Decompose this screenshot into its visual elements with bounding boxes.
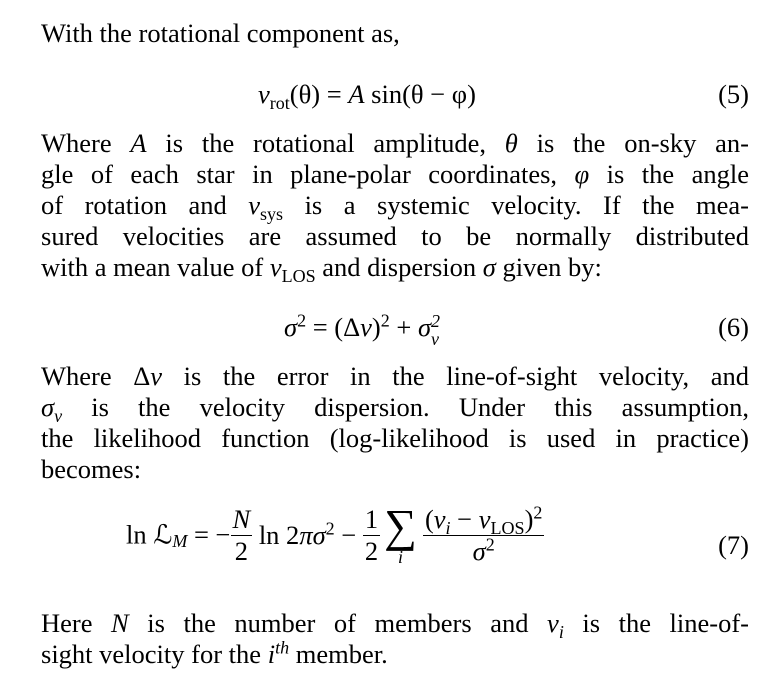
math-1: 1 (364, 504, 379, 535)
math-plus: + (389, 312, 418, 342)
paragraph-2-line-5 (41, 252, 749, 286)
text: Where (41, 128, 131, 158)
math-N: N (111, 608, 129, 638)
equation-6 (284, 307, 440, 348)
text: is the number of members and (128, 608, 548, 638)
math-v: v (258, 79, 270, 109)
text: is the on-sky an- (517, 128, 749, 158)
equation-number-7: (7) (718, 530, 749, 560)
math-sub-los: LOS (281, 265, 316, 286)
math-sub-sys: sys (260, 203, 284, 224)
math-sub-rot: rot (269, 92, 290, 113)
math-v: v (360, 312, 372, 342)
text: With the rotational component as, (41, 18, 400, 48)
paragraph-2-line-3 (41, 190, 749, 224)
math-2: 2 (231, 535, 253, 566)
math-sub-M: M (172, 530, 188, 551)
text: gle of each star in plane-polar coordinates, (41, 159, 575, 189)
math-minus: − (334, 519, 363, 550)
text: is the angle (589, 159, 750, 189)
text: sured velocities are assumed to be normally distributed (41, 221, 749, 251)
fraction-residual-over-sigma (423, 504, 544, 566)
math-sub-sup-stack (431, 312, 440, 348)
math-ln-2: ln 2 (252, 519, 300, 550)
math-sigma: σ (41, 392, 55, 422)
math-v: v (547, 608, 559, 638)
math-sup-2: 2 (380, 310, 390, 331)
math-sup-2: 2 (297, 310, 307, 331)
text: Here (41, 608, 112, 638)
math-sup-th: th (275, 637, 290, 658)
equation-7 (126, 500, 544, 567)
math-sup-2: 2 (431, 310, 441, 331)
summation (384, 500, 417, 567)
paragraph-2-line-1 (41, 128, 749, 159)
math-sin-arg: (θ − φ) (402, 79, 476, 109)
math-sigma: σ (482, 252, 496, 282)
math-theta: θ (504, 128, 518, 158)
math-equals-minus: = − (187, 519, 231, 550)
math-paren: ( (424, 504, 434, 535)
text: is the velocity dispersion. Under this assumption, (62, 392, 749, 422)
math-2: 2 (364, 535, 379, 566)
math-sub-i: i (445, 517, 451, 538)
math-phi: φ (574, 159, 590, 189)
fraction-1-over-2 (363, 504, 380, 566)
paragraph-2-line-4 (41, 221, 749, 252)
math-theta-arg: (θ) (289, 79, 321, 109)
math-sup-2: 2 (533, 502, 543, 523)
math-v: v (433, 504, 446, 535)
math-sub-i: i (558, 621, 564, 642)
text: becomes: (41, 454, 142, 484)
math-v: v (269, 252, 282, 282)
math-sigma: σ (312, 519, 326, 550)
text: of rotation and (41, 190, 249, 220)
equation-number-5: (5) (718, 79, 749, 109)
math-paren: ) (524, 504, 534, 535)
math-equals: = (320, 79, 349, 109)
math-sup-2: 2 (325, 518, 335, 539)
fraction-denominator (423, 535, 544, 566)
text: is the rotational amplitude, (146, 128, 505, 158)
math-sum-index-i: i (398, 547, 404, 567)
math-pi: π (299, 519, 313, 550)
math-v: v (478, 504, 491, 535)
text: given by: (495, 252, 602, 282)
paragraph-4-line-2 (41, 639, 749, 670)
paragraph-2-line-2 (41, 159, 749, 190)
text: member. (289, 639, 388, 669)
text: is the error in the line-of-sight velocity, and (162, 361, 749, 391)
text: and dispersion (315, 252, 483, 282)
math-sup-2: 2 (485, 534, 495, 555)
paragraph-3-line-4 (41, 454, 749, 485)
math-minus: − (450, 504, 479, 535)
fraction-numerator (423, 502, 544, 538)
math-sum-sign: ∑ (384, 500, 417, 551)
math-sigma: σ (284, 312, 298, 342)
paragraph-intro (41, 18, 749, 49)
math-i: i (267, 639, 276, 669)
paragraph-3-line-1 (41, 361, 749, 392)
text: with a mean value of (41, 252, 270, 282)
math-sigma: σ (417, 312, 432, 342)
math-sub-v: v (431, 328, 440, 349)
math-paren: ) (371, 312, 381, 342)
math-equals-delta: = (Δ (306, 312, 361, 342)
text: is a systemic velocity. If the mea- (283, 190, 749, 220)
math-ln: ln (126, 519, 154, 550)
paragraph-4-line-1 (41, 608, 749, 642)
math-v: v (150, 361, 163, 391)
math-v: v (248, 190, 261, 220)
text: Where Δ (41, 361, 151, 391)
math-A: A (130, 128, 147, 158)
paragraph-3-line-3 (41, 423, 749, 454)
equation-number-6: (6) (718, 312, 749, 342)
fraction-N-over-2 (231, 504, 253, 566)
math-script-L: ℒ (153, 519, 173, 551)
math-sigma: σ (472, 535, 486, 566)
math-sin: sin (364, 79, 403, 109)
math-N: N (232, 504, 251, 535)
paragraph-3-line-2 (41, 392, 749, 426)
equation-5 (258, 74, 476, 114)
math-sub-v: v (54, 405, 63, 426)
math-ln-term (252, 520, 363, 550)
math-A: A (348, 79, 365, 109)
math-sub-los: LOS (490, 517, 525, 538)
text: sight velocity for the (41, 639, 268, 669)
text: is the line-of- (563, 608, 749, 638)
text: the likelihood function (log-likelihood is used in practice) (41, 423, 749, 453)
